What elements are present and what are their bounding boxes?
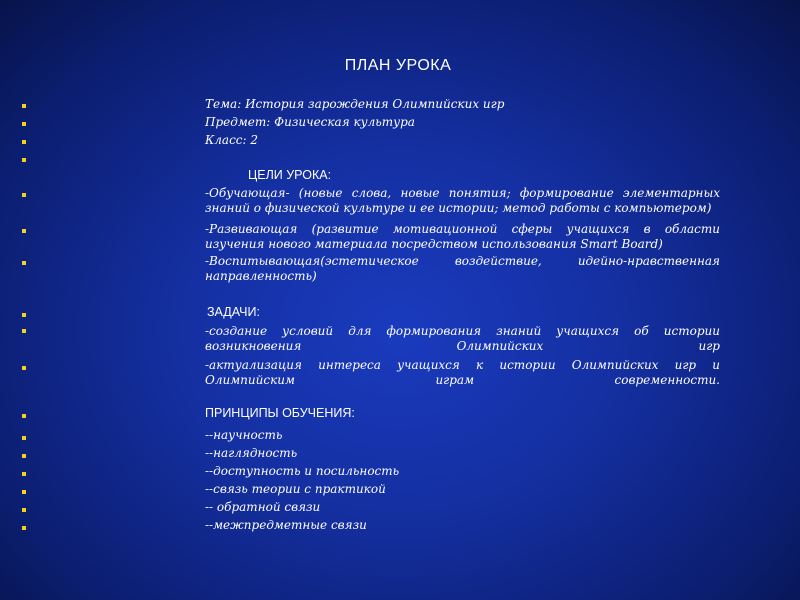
bullet-marker (22, 104, 26, 108)
slide-title (0, 57, 800, 75)
principle-item: --связь теории с практикой (205, 482, 386, 496)
bullet-marker (22, 472, 26, 476)
goal-developing: -Развивающая (развитие мотивационной сферы учащихся в области изучения нового материала посредством использования Smart Board) (205, 222, 720, 251)
principle-item: --научность (205, 428, 283, 442)
bullet-marker (22, 261, 26, 265)
bullet-marker (22, 490, 26, 494)
task-conditions: -создание условий для формирования знаний учащихся об истории возникновения Олимпийских игр (205, 324, 720, 353)
bullet-marker (22, 366, 26, 370)
bullet-marker (22, 140, 26, 144)
goal-upbringing: -Воспитывающая(эстетическое воздействие, идейно-нравственная направленность) (205, 254, 720, 283)
bullet-marker (22, 454, 26, 458)
bullet-marker (22, 313, 26, 317)
bullet-marker (22, 193, 26, 197)
bullet-marker (22, 329, 26, 333)
principle-item: -- обратной связи (205, 500, 321, 514)
principle-item: --межпредметные связи (205, 518, 367, 532)
goal-teaching: -Обучающая- (новые слова, новые понятия; формирование элементарных знаний о физической культуре и ее истории; метод работы с компьютером) (205, 186, 720, 215)
task-actualization: -актуализация интереса учащихся к истории Олимпийских игр и Олимпийским играм современности. (205, 358, 720, 387)
subject-line: Предмет: Физическая культура (205, 115, 415, 129)
bullet-marker (22, 526, 26, 530)
bullet-marker (22, 508, 26, 512)
topic-line: Тема: История зарождения Олимпийских игр (205, 97, 505, 111)
tasks-heading: ЗАДАЧИ: (207, 305, 260, 319)
bullet-marker (22, 229, 26, 233)
principle-item: --доступность и посильность (205, 464, 400, 478)
bullet-marker (22, 122, 26, 126)
bullet-marker (22, 414, 26, 418)
class-line: Класс: 2 (205, 133, 259, 147)
goals-heading: ЦЕЛИ УРОКА: (248, 168, 332, 182)
principles-heading: ПРИНЦИПЫ ОБУЧЕНИЯ: (205, 406, 355, 420)
bullet-marker (22, 436, 26, 440)
slide-title-text: ПЛАН УРОКА (344, 57, 452, 74)
bullet-marker (22, 158, 26, 162)
principle-item: --наглядность (205, 446, 298, 460)
